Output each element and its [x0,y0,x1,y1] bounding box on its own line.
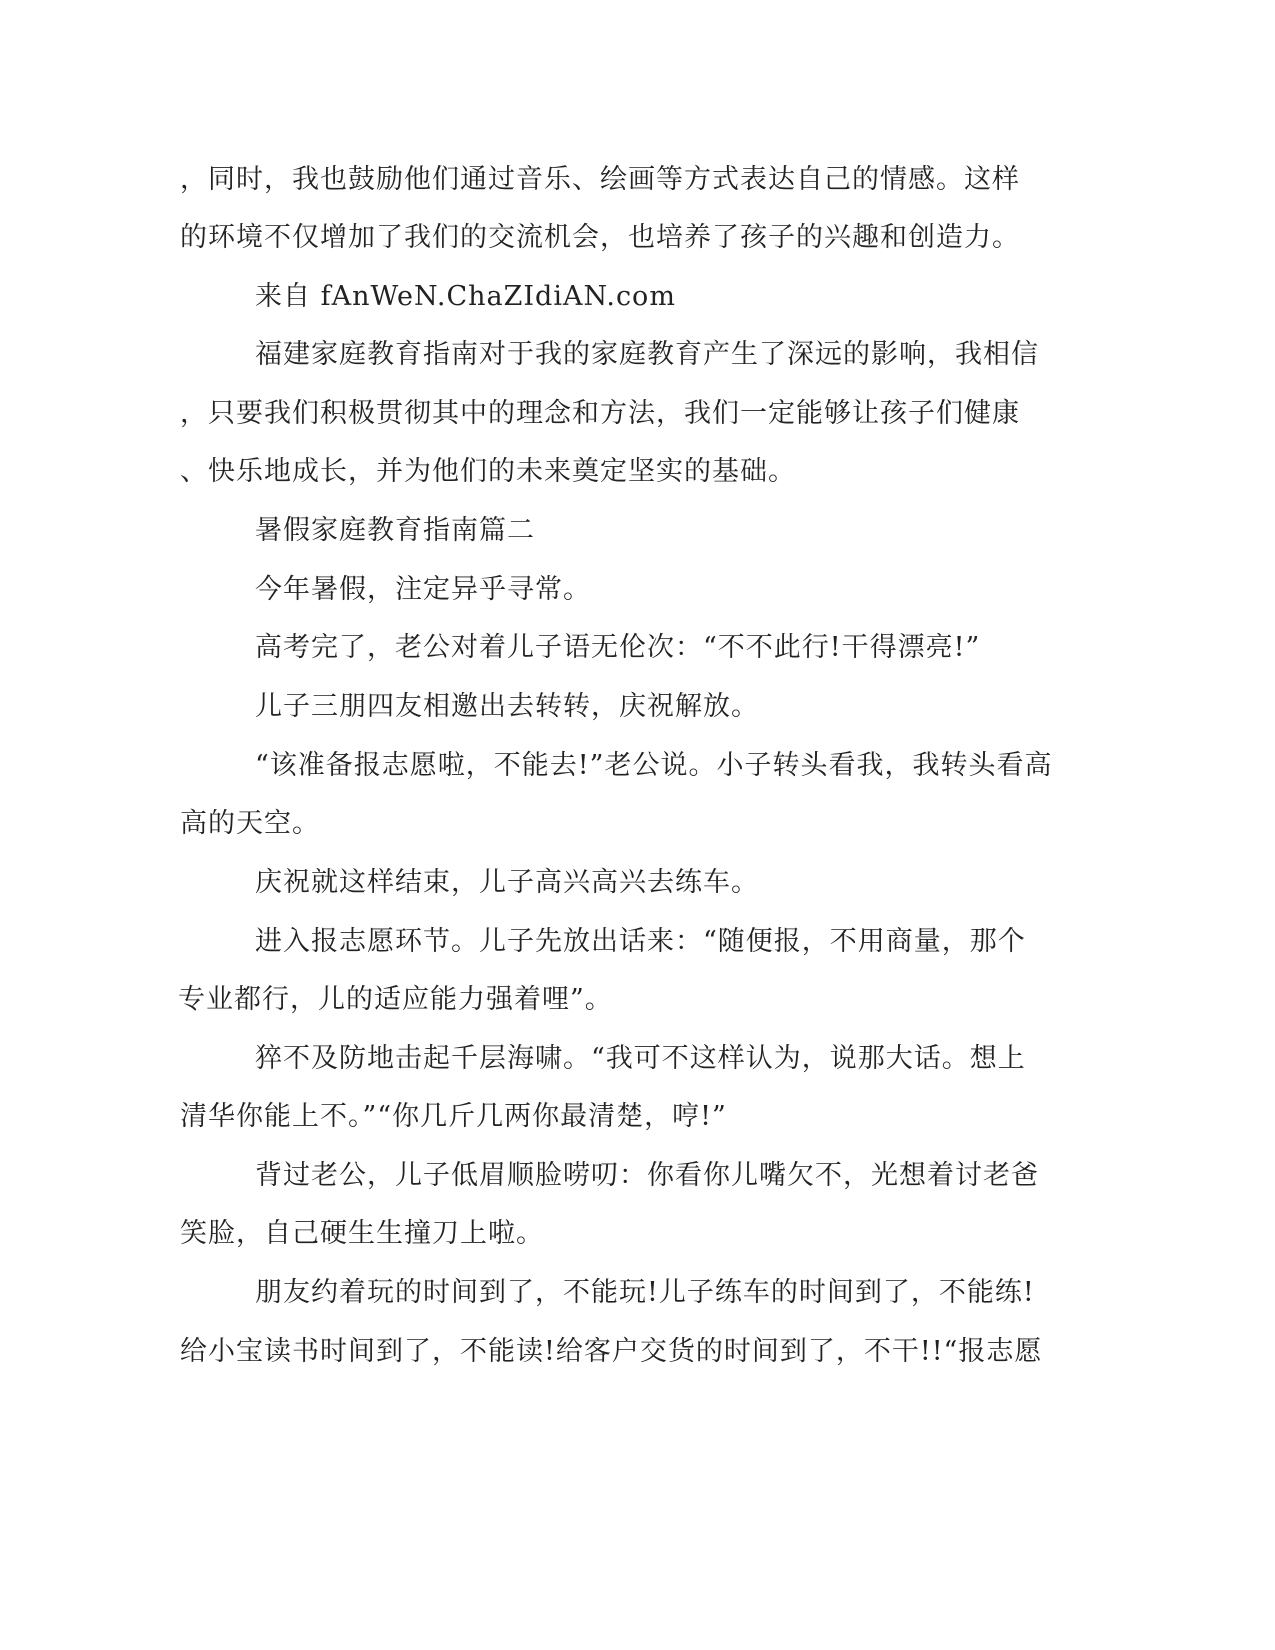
paragraph-line: 朋友约着玩的时间到了，不能玩!儿子练车的时间到了，不能练! [255,1277,1035,1308]
paragraph-line: 高的天空。 [180,808,320,839]
paragraph-line: ，只要我们积极贯彻其中的理念和方法，我们一定能够让孩子们健康 [180,398,1020,429]
source-line: 来自 fAnWeN.ChaZIdiAN.com [255,281,676,312]
paragraph-line: 背过老公，儿子低眉顺脸唠叨：你看你儿嘴欠不，光想着讨老爸 [255,1160,1039,1191]
paragraph-line: 今年暑假，注定异乎寻常。 [255,574,591,605]
paragraph-line: 专业都行，儿的适应能力强着哩”。 [178,984,613,1015]
paragraph-line: 清华你能上不。”“你几斤几两你最清楚，哼!” [180,1101,727,1132]
paragraph-line: 的环境不仅增加了我们的交流机会，也培养了孩子的兴趣和创造力。 [180,222,1020,253]
paragraph-line: 高考完了，老公对着儿子语无伦次：“不不此行!干得漂亮!” [255,632,981,663]
paragraph-line: ，同时，我也鼓励他们通过音乐、绘画等方式表达自己的情感。这样 [180,164,1020,195]
paragraph-line: 猝不及防地击起千层海啸。“我可不这样认为，说那大话。想上 [255,1043,1026,1074]
paragraph-line: 给小宝读书时间到了，不能读!给客户交货的时间到了，不干!!“报志愿 [180,1336,1043,1367]
paragraph-line: 、快乐地成长，并为他们的未来奠定坚实的基础。 [180,456,796,487]
paragraph-line: 庆祝就这样结束，儿子高兴高兴去练车。 [255,867,759,898]
paragraph-line: 儿子三朋四友相邀出去转转，庆祝解放。 [255,691,759,722]
paragraph-line: 笑脸，自己硬生生撞刀上啦。 [180,1218,544,1249]
paragraph-line: “该准备报志愿啦，不能去!”老公说。小子转头看我，我转头看高 [255,750,1053,781]
paragraph-line: 福建家庭教育指南对于我的家庭教育产生了深远的影响，我相信 [255,339,1039,370]
section-heading: 暑假家庭教育指南篇二 [255,515,535,546]
paragraph-line: 进入报志愿环节。儿子先放出话来：“随便报，不用商量，那个 [255,926,1026,957]
